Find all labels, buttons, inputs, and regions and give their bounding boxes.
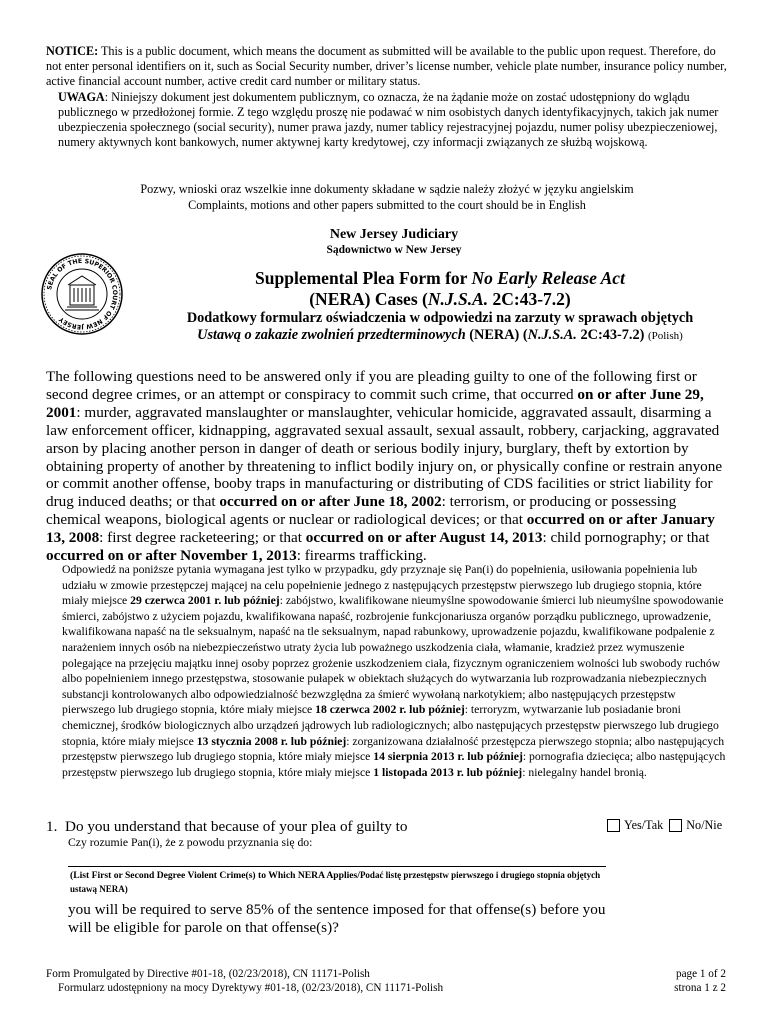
judiciary-en: New Jersey Judiciary xyxy=(329,227,459,242)
notice-text: This is a public document, which means the document as submitted will be available to the public upon request. Therefore, do not enter personal identifiers on it, such as Social Security number, driver’s license number, vehicle plate number, insurance policy number, active financial account number, active credit card number or military status. xyxy=(46,44,727,89)
title-line1-italic: No Early Release Act xyxy=(471,268,625,288)
title-pl-line-2 xyxy=(150,327,730,345)
no-checkbox[interactable] xyxy=(669,819,682,832)
seal-text: SEAL OF THE SUPERIOR COURT OF NEW JERSEY xyxy=(46,257,119,331)
no-label: No/Nie xyxy=(686,818,723,832)
polish-tag: (Polish) xyxy=(647,330,683,342)
instructions-english xyxy=(46,368,728,565)
instr-pl-3: : terroryzm, wytwarzanie lub posiadanie broni chemicznej, środków biologicznych albo urządzeń jądrowych lub radiologicznych; albo następujących przestępstw pierwszego lub drugiego stopnia, które miały miejsce xyxy=(62,703,719,748)
title-pl-suffix: 2C:43-7.2) xyxy=(576,327,645,343)
question-1-answers xyxy=(607,818,722,833)
uwaga-label: UWAGA xyxy=(58,89,105,104)
page-number-pl: strona 1 z 2 xyxy=(674,981,726,994)
question-1-text: Do you understand that because of your plea of guilty to xyxy=(64,818,408,835)
instr-pl-date-5: 1 listopada 2013 r. lub później xyxy=(373,765,523,779)
instr-pl-1: Odpowiedź na poniższe pytania wymagana jest tylko w przypadku, gdy przyznaje się Pan(i) do popełnienia, usiłowania popełnienia lub udziału w zmowie przestępczej mającej na celu popełnienie jednego z następujących przestępstw pierwszego lub drugiego stopnia, które miały miejsce xyxy=(62,563,702,608)
page-number-en: page 1 of 2 xyxy=(675,968,726,980)
language-note-pl: Pozwy, wnioski oraz wszelkie inne dokumenty składane w sądzie należy złożyć w języku angielskim xyxy=(140,182,634,196)
title-line1-prefix: Supplemental Plea Form for xyxy=(255,268,472,288)
instr-en-date-1: on or after June 29, 2001 xyxy=(46,385,704,421)
title-line2-prefix: (NERA) Cases ( xyxy=(309,289,428,309)
footer-directive-pl: Formularz udostępniony na mocy Dyrektywy #01-18, (02/23/2018), CN 11171-Polish xyxy=(58,981,444,994)
title-pl-italic: Ustawą o zakazie zwolnień przedterminowych xyxy=(197,327,466,343)
footer-directive-en: Form Promulgated by Directive #01-18, (02/23/2018), CN 11171-Polish xyxy=(46,968,370,980)
language-note-en: Complaints, motions and other papers submitted to the court should be in English xyxy=(188,197,586,212)
fill-label-en: (List First or Second Degree Violent Crime(s) to Which NERA Applies/ xyxy=(70,870,360,881)
title-line2-suffix: 2C:43-7.2) xyxy=(488,289,571,309)
notice-polish xyxy=(46,90,728,151)
title-line-1 xyxy=(150,268,730,289)
language-note xyxy=(46,182,728,213)
instr-en-date-2: occurred on or after June 18, 2002 xyxy=(219,493,442,511)
fill-label-pl: Podać listę przestępstw pierwszego i drugiego stopnia objętych ustawą NERA) xyxy=(70,870,601,894)
notice-label: NOTICE: xyxy=(46,44,99,58)
court-seal-logo xyxy=(40,252,124,336)
crimes-fill-label xyxy=(70,869,610,897)
instr-en-3: : terrorism, or producing or possessing chemical weapons, biological agents or nuclear or radiological devices; or that xyxy=(46,493,677,529)
instr-en-2: : murder, aggravated manslaughter or manslaughter, vehicular homicide, aggravated assault, disarming a law enforcement officer, kidnapping, aggravated sexual assault, sexual assault, robbery, carjacking, aggravated arson by placing another person in danger of death or serious bodily injury, burglary, theft by extortion by obtaining property of another by threatening to inflict bodily injury on, or physically confine or restrain anyone or commit another offense, booby traps in manufacturing or distributing of CDS facilities or strict liability for drug induced deaths; or that xyxy=(46,403,723,511)
title-line2-italic: N.J.S.A. xyxy=(427,289,489,309)
instr-en-5: : child pornography; or that xyxy=(542,529,710,547)
question-1-number: 1. xyxy=(46,818,58,835)
yes-checkbox[interactable] xyxy=(607,819,620,832)
instr-en-date-3: occurred on or after January 13, 2008 xyxy=(46,511,715,547)
question-1-polish: Czy rozumie Pan(i), że z powodu przyznania się do: xyxy=(68,836,313,849)
judiciary-header xyxy=(228,226,560,257)
instr-pl-date-1: 29 czerwca 2001 r. lub później xyxy=(130,594,280,608)
crimes-fill-line[interactable] xyxy=(68,866,606,867)
footer-directive xyxy=(46,968,443,995)
form-title xyxy=(150,268,730,345)
title-line-2 xyxy=(150,289,730,310)
instr-en-1: The following questions need to be answered only if you are pleading guilty to one of the following first or second degree crimes, or an attempt or conspiracy to commit such crime, that occurred xyxy=(46,368,697,403)
instr-pl-2: : zabójstwo, kwalifikowane nieumyślne spowodowanie śmierci lub nieumyślne spowodowanie śmierci, zabójstwo z użyciem pojazdu, kwalifikowana napaść, rozbrojenie funkcjonariusza organów porządku publicznego, uprowadzenie, kwalifikowana napaść na tle seksualnym, napaść na tle seksualnym, napad rabunkowy, uprowadzenie pojazdu, kwalifikowane podpalenie z narażeniem innych osób na niebezpieczeństwo utraty życia lub poważnego uszkodzenia ciała, włamanie, kradzież przez wymuszenie polegające na przejęciu majątku innej osoby poprzez grożenie uszkodzeniem ciała, fizycznym ograniczeniem wolności lub swobody ruchów albo popełnieniem innego przestępstwa, stosowanie pułapek w obiektach służących do wytwarzania lub rozprowadzania niebezpiecznych substancji kontrolowanych albo odpowiedzialność bezwzględna za śmierć wywołaną narkotykiem; albo następujących przestępstw pierwszego lub drugiego stopnia, które miały miejsce xyxy=(62,594,724,717)
instructions-polish xyxy=(62,562,730,780)
instr-en-6: : firearms trafficking. xyxy=(296,547,427,565)
question-1-continuation: you will be required to serve 85% of the sentence imposed for that offense(s) before you will be eligible for parole on that offense(s)? xyxy=(68,901,606,936)
notice-english xyxy=(46,44,728,90)
title-pl-line-1: Dodatkowy formularz oświadczenia w odpowiedzi na zarzuty w sprawach objętych xyxy=(186,310,694,326)
instr-pl-date-3: 13 stycznia 2008 r. lub później xyxy=(196,734,347,748)
instr-pl-4: : zorganizowana działalność przestępcza pierwszego stopnia; albo następujących przestępstw pierwszego lub drugiego stopnia, które miały miejsce xyxy=(62,734,725,764)
title-pl-mid: (NERA) ( xyxy=(465,327,528,343)
instr-en-date-5: occurred on or after November 1, 2013 xyxy=(46,547,297,565)
instr-pl-date-4: 14 sierpnia 2013 r. lub później xyxy=(373,750,523,764)
instr-pl-date-2: 18 czerwca 2002 r. lub później xyxy=(315,703,465,717)
instr-pl-6: : nielegalny handel bronią. xyxy=(522,765,647,779)
question-1 xyxy=(46,818,466,836)
page-number xyxy=(640,968,726,995)
notice-block xyxy=(46,44,728,150)
instr-en-4: : first degree racketeering; or that xyxy=(99,529,306,547)
uwaga-text: : Niniejszy dokument jest dokumentem publicznym, co oznacza, że na żądanie może on zostać udostępniony do wglądu publicznego w przedłożonej formie. Z tego względu proszę nie podawać w nim osobistych danych identyfikacyjnych, takich jak numer ubezpieczenia społecznego (social security), numer prawa jazdy, numer tablicy rejestracyjnej pojazdu, numer polisy ubezpieczeniowej, numery aktywnych kont bankowych, numer aktywnej karty kredytowej, czy informacji związanych ze służbą wojskową. xyxy=(58,89,719,150)
instr-en-date-4: occurred on or after August 14, 2013 xyxy=(305,529,543,547)
title-pl-italic2: N.J.S.A. xyxy=(527,327,577,343)
instr-pl-5: : pornografia dziecięca; albo następujących przestępstw pierwszego lub drugiego stopnia, które miały miejsce xyxy=(62,750,726,779)
judiciary-pl: Sądownictwo w New Jersey xyxy=(326,244,462,256)
yes-label: Yes/Tak xyxy=(624,818,664,832)
